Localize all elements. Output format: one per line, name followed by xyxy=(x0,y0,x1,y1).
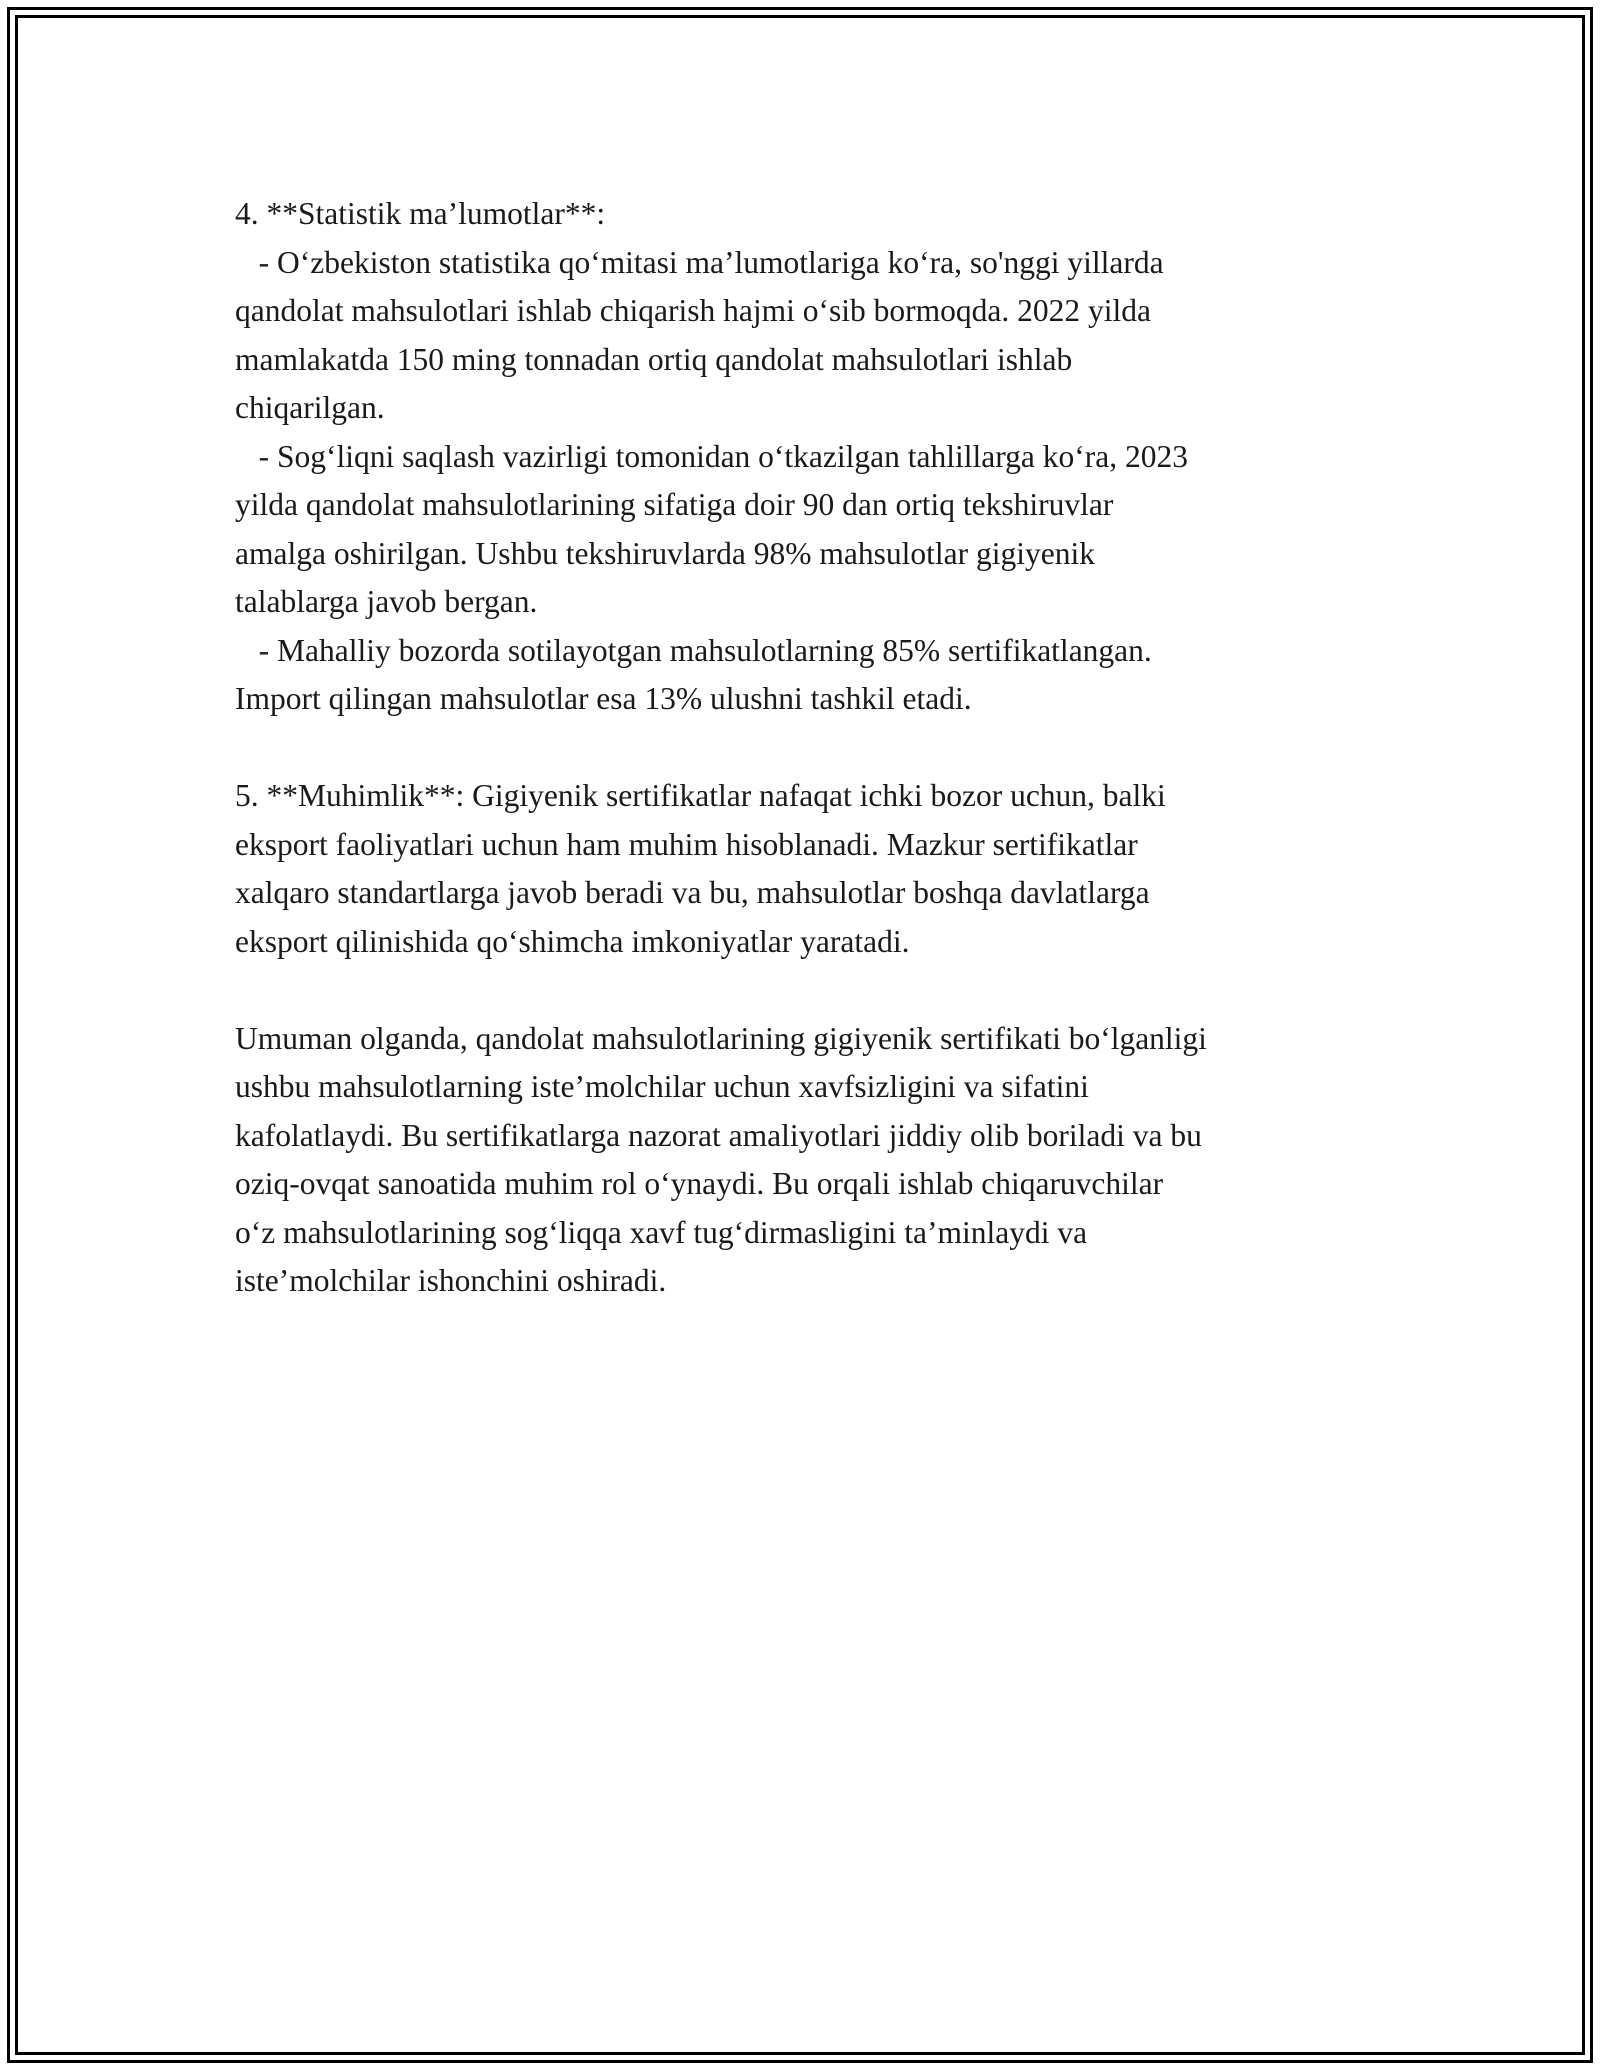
statistics-item-2: - Sog‘liqni saqlash vazirligi tomonidan o‘tkazilgan tahlillarga ko‘ra, 2023 xyxy=(235,438,1188,474)
section-4-heading: 4. **Statistik ma’lumotlar**: xyxy=(235,196,606,231)
document-body xyxy=(235,190,1385,1306)
conclusion-paragraph-cont: iste’molchilar ishonchini oshiradi. xyxy=(235,1263,667,1298)
conclusion-paragraph-cont: oziq-ovqat sanoatida muhim rol o‘ynaydi. Bu orqali ishlab chiqaruvchilar xyxy=(235,1166,1164,1201)
paragraph-gap xyxy=(235,966,1385,1015)
section-5-paragraph: 5. **Muhimlik**: Gigiyenik sertifikatlar nafaqat ichki bozor uchun, balki xyxy=(235,778,1166,813)
statistics-item-3: - Mahalliy bozorda sotilayotgan mahsulotlarning 85% sertifikatlangan. xyxy=(235,632,1152,668)
statistics-item-2-cont: amalga oshirilgan. Ushbu tekshiruvlarda 98% mahsulotlar gigiyenik xyxy=(235,535,1095,571)
section-5-paragraph-cont: eksport qilinishida qo‘shimcha imkoniyatlar yaratadi. xyxy=(235,923,910,959)
statistics-item-3-cont: Import qilingan mahsulotlar esa 13% ulushni tashkil etadi. xyxy=(235,681,972,716)
section-5-paragraph-cont: eksport faoliyatlari uchun ham muhim hisoblanadi. Mazkur sertifikatlar xyxy=(235,826,1138,862)
conclusion-paragraph-cont: ushbu mahsulotlarning iste’molchilar uchun xavfsizligini va sifatini xyxy=(235,1069,1089,1104)
statistics-item-1-cont: qandolat mahsulotlari ishlab chiqarish hajmi o‘sib bormoqda. 2022 yilda xyxy=(235,293,1151,328)
statistics-item-1: - O‘zbekiston statistika qo‘mitasi ma’lumotlariga ko‘ra, so'nggi yillarda xyxy=(235,244,1164,280)
conclusion-paragraph-cont: o‘z mahsulotlarining sog‘liqqa xavf tug‘dirmasligini ta’minlaydi va xyxy=(235,1214,1088,1250)
statistics-item-1-cont: mamlakatda 150 ming tonnadan ortiq qandolat mahsulotlari ishlab xyxy=(235,341,1073,377)
statistics-item-2-cont: talablarga javob bergan. xyxy=(235,584,538,619)
paragraph-gap xyxy=(235,724,1385,773)
conclusion-paragraph-cont: kafolatlaydi. Bu sertifikatlarga nazorat amaliyotlari jiddiy olib boriladi va bu xyxy=(235,1117,1202,1153)
statistics-item-2-cont: yilda qandolat mahsulotlarining sifatiga doir 90 dan ortiq tekshiruvlar xyxy=(235,487,1114,522)
statistics-item-1-cont: chiqarilgan. xyxy=(235,390,385,425)
conclusion-paragraph: Umuman olganda, qandolat mahsulotlarining gigiyenik sertifikati bo‘lganligi xyxy=(235,1020,1207,1056)
section-5-paragraph-cont: xalqaro standartlarga javob beradi va bu, mahsulotlar boshqa davlatlarga xyxy=(235,875,1150,910)
